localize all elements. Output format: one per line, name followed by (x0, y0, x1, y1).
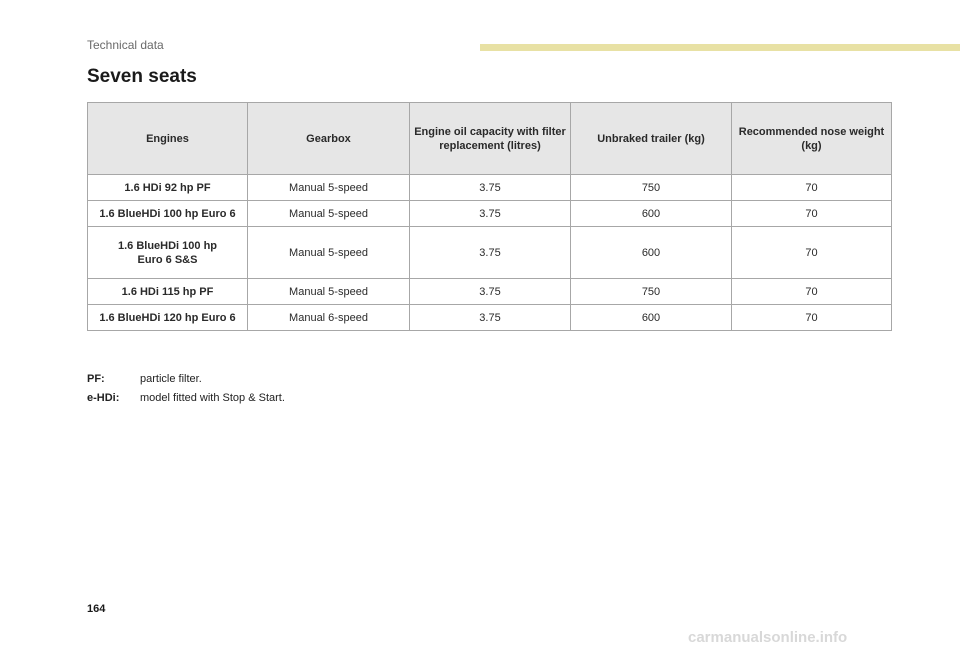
footnote-item (87, 388, 285, 407)
oil-capacity-cell: 3.75 (410, 201, 571, 227)
footnote-term: PF: (87, 372, 105, 385)
gearbox-cell: Manual 6-speed (248, 305, 410, 331)
engine-cell: 1.6 BlueHDi 100 hp Euro 6 (88, 201, 248, 227)
footnote-text: model fitted with Stop & Start. (140, 391, 285, 404)
watermark: carmanualsonline.info (688, 629, 848, 646)
engine-cell: 1.6 BlueHDi 100 hp Euro 6 S&S (88, 227, 248, 279)
engine-cell: 1.6 BlueHDi 120 hp Euro 6 (88, 305, 248, 331)
table-row (88, 201, 892, 227)
nose-weight-cell: 70 (732, 227, 892, 279)
unbraked-trailer-cell: 600 (571, 201, 732, 227)
oil-capacity-cell: 3.75 (410, 175, 571, 201)
footnote-text: particle filter. (140, 372, 202, 385)
unbraked-trailer-cell: 600 (571, 305, 732, 331)
gearbox-cell: Manual 5-speed (248, 279, 410, 305)
unbraked-trailer-cell: 750 (571, 175, 732, 201)
table-row (88, 279, 892, 305)
column-header-oil-capacity: Engine oil capacity with filter replacement (litres) (410, 103, 571, 175)
footnotes (87, 369, 285, 407)
nose-weight-cell: 70 (732, 175, 892, 201)
table-row (88, 175, 892, 201)
footnote-term: e-HDi: (87, 391, 120, 404)
table-row (88, 305, 892, 331)
section-label: Technical data (87, 38, 164, 52)
column-header-gearbox: Gearbox (248, 103, 410, 175)
gearbox-cell: Manual 5-speed (248, 201, 410, 227)
page-number: 164 (87, 603, 106, 615)
oil-capacity-cell: 3.75 (410, 305, 571, 331)
unbraked-trailer-cell: 600 (571, 227, 732, 279)
engine-cell: 1.6 HDi 115 hp PF (88, 279, 248, 305)
nose-weight-cell: 70 (732, 201, 892, 227)
nose-weight-cell: 70 (732, 279, 892, 305)
oil-capacity-cell: 3.75 (410, 227, 571, 279)
column-header-engines: Engines (88, 103, 248, 175)
table-header-row (88, 103, 892, 175)
unbraked-trailer-cell: 750 (571, 279, 732, 305)
engine-cell: 1.6 HDi 92 hp PF (88, 175, 248, 201)
oil-capacity-cell: 3.75 (410, 279, 571, 305)
column-header-unbraked-trailer: Unbraked trailer (kg) (571, 103, 732, 175)
nose-weight-cell: 70 (732, 305, 892, 331)
footnote-item (87, 369, 285, 388)
table-row (88, 227, 892, 279)
header-accent-bar (480, 44, 960, 51)
gearbox-cell: Manual 5-speed (248, 175, 410, 201)
towing-spec-table (87, 102, 892, 331)
gearbox-cell: Manual 5-speed (248, 227, 410, 279)
page-title: Seven seats (87, 66, 197, 87)
column-header-nose-weight: Recommended nose weight (kg) (732, 103, 892, 175)
